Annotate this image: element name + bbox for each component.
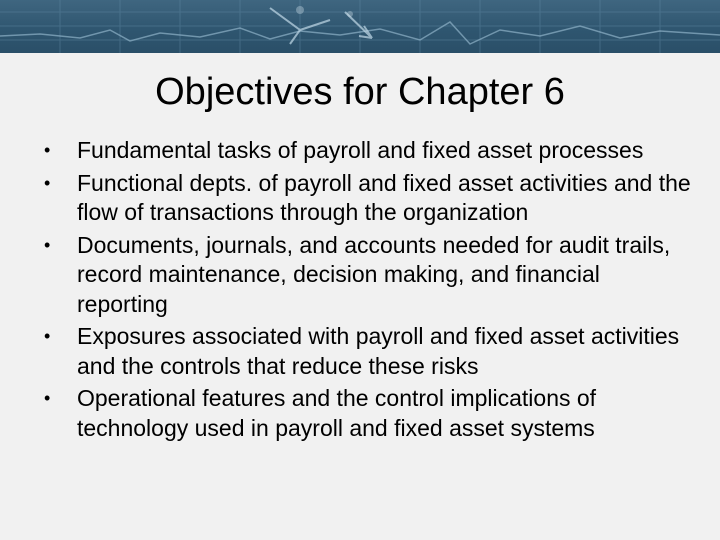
objective-text: Functional depts. of payroll and fixed asset activities and the flow of transactions through the organization [77,169,691,225]
objective-item [44,231,694,320]
objective-text: Operational features and the control implications of technology used in payroll and fixed asset systems [77,385,597,441]
header-decoration-graphic [0,0,720,53]
bullet-icon: • [44,388,51,408]
objective-item [44,322,694,381]
bullet-icon: • [44,140,51,160]
bullet-icon: • [44,172,51,193]
objective-text: Documents, journals, and accounts needed for audit trails, record maintenance, decision making, and financial reporting [77,231,671,317]
objective-item [44,169,694,228]
bullet-icon: • [44,234,51,255]
objectives-list [44,136,694,446]
header-banner [0,0,720,53]
objective-text: Fundamental tasks of payroll and fixed asset processes [77,137,644,163]
objective-text: Exposures associated with payroll and fixed asset activities and the controls that reduce these risks [77,323,680,379]
slide-title: Objectives for Chapter 6 [155,71,565,113]
objective-item [44,384,694,443]
objective-item [44,136,694,166]
bullet-icon: • [44,326,51,346]
